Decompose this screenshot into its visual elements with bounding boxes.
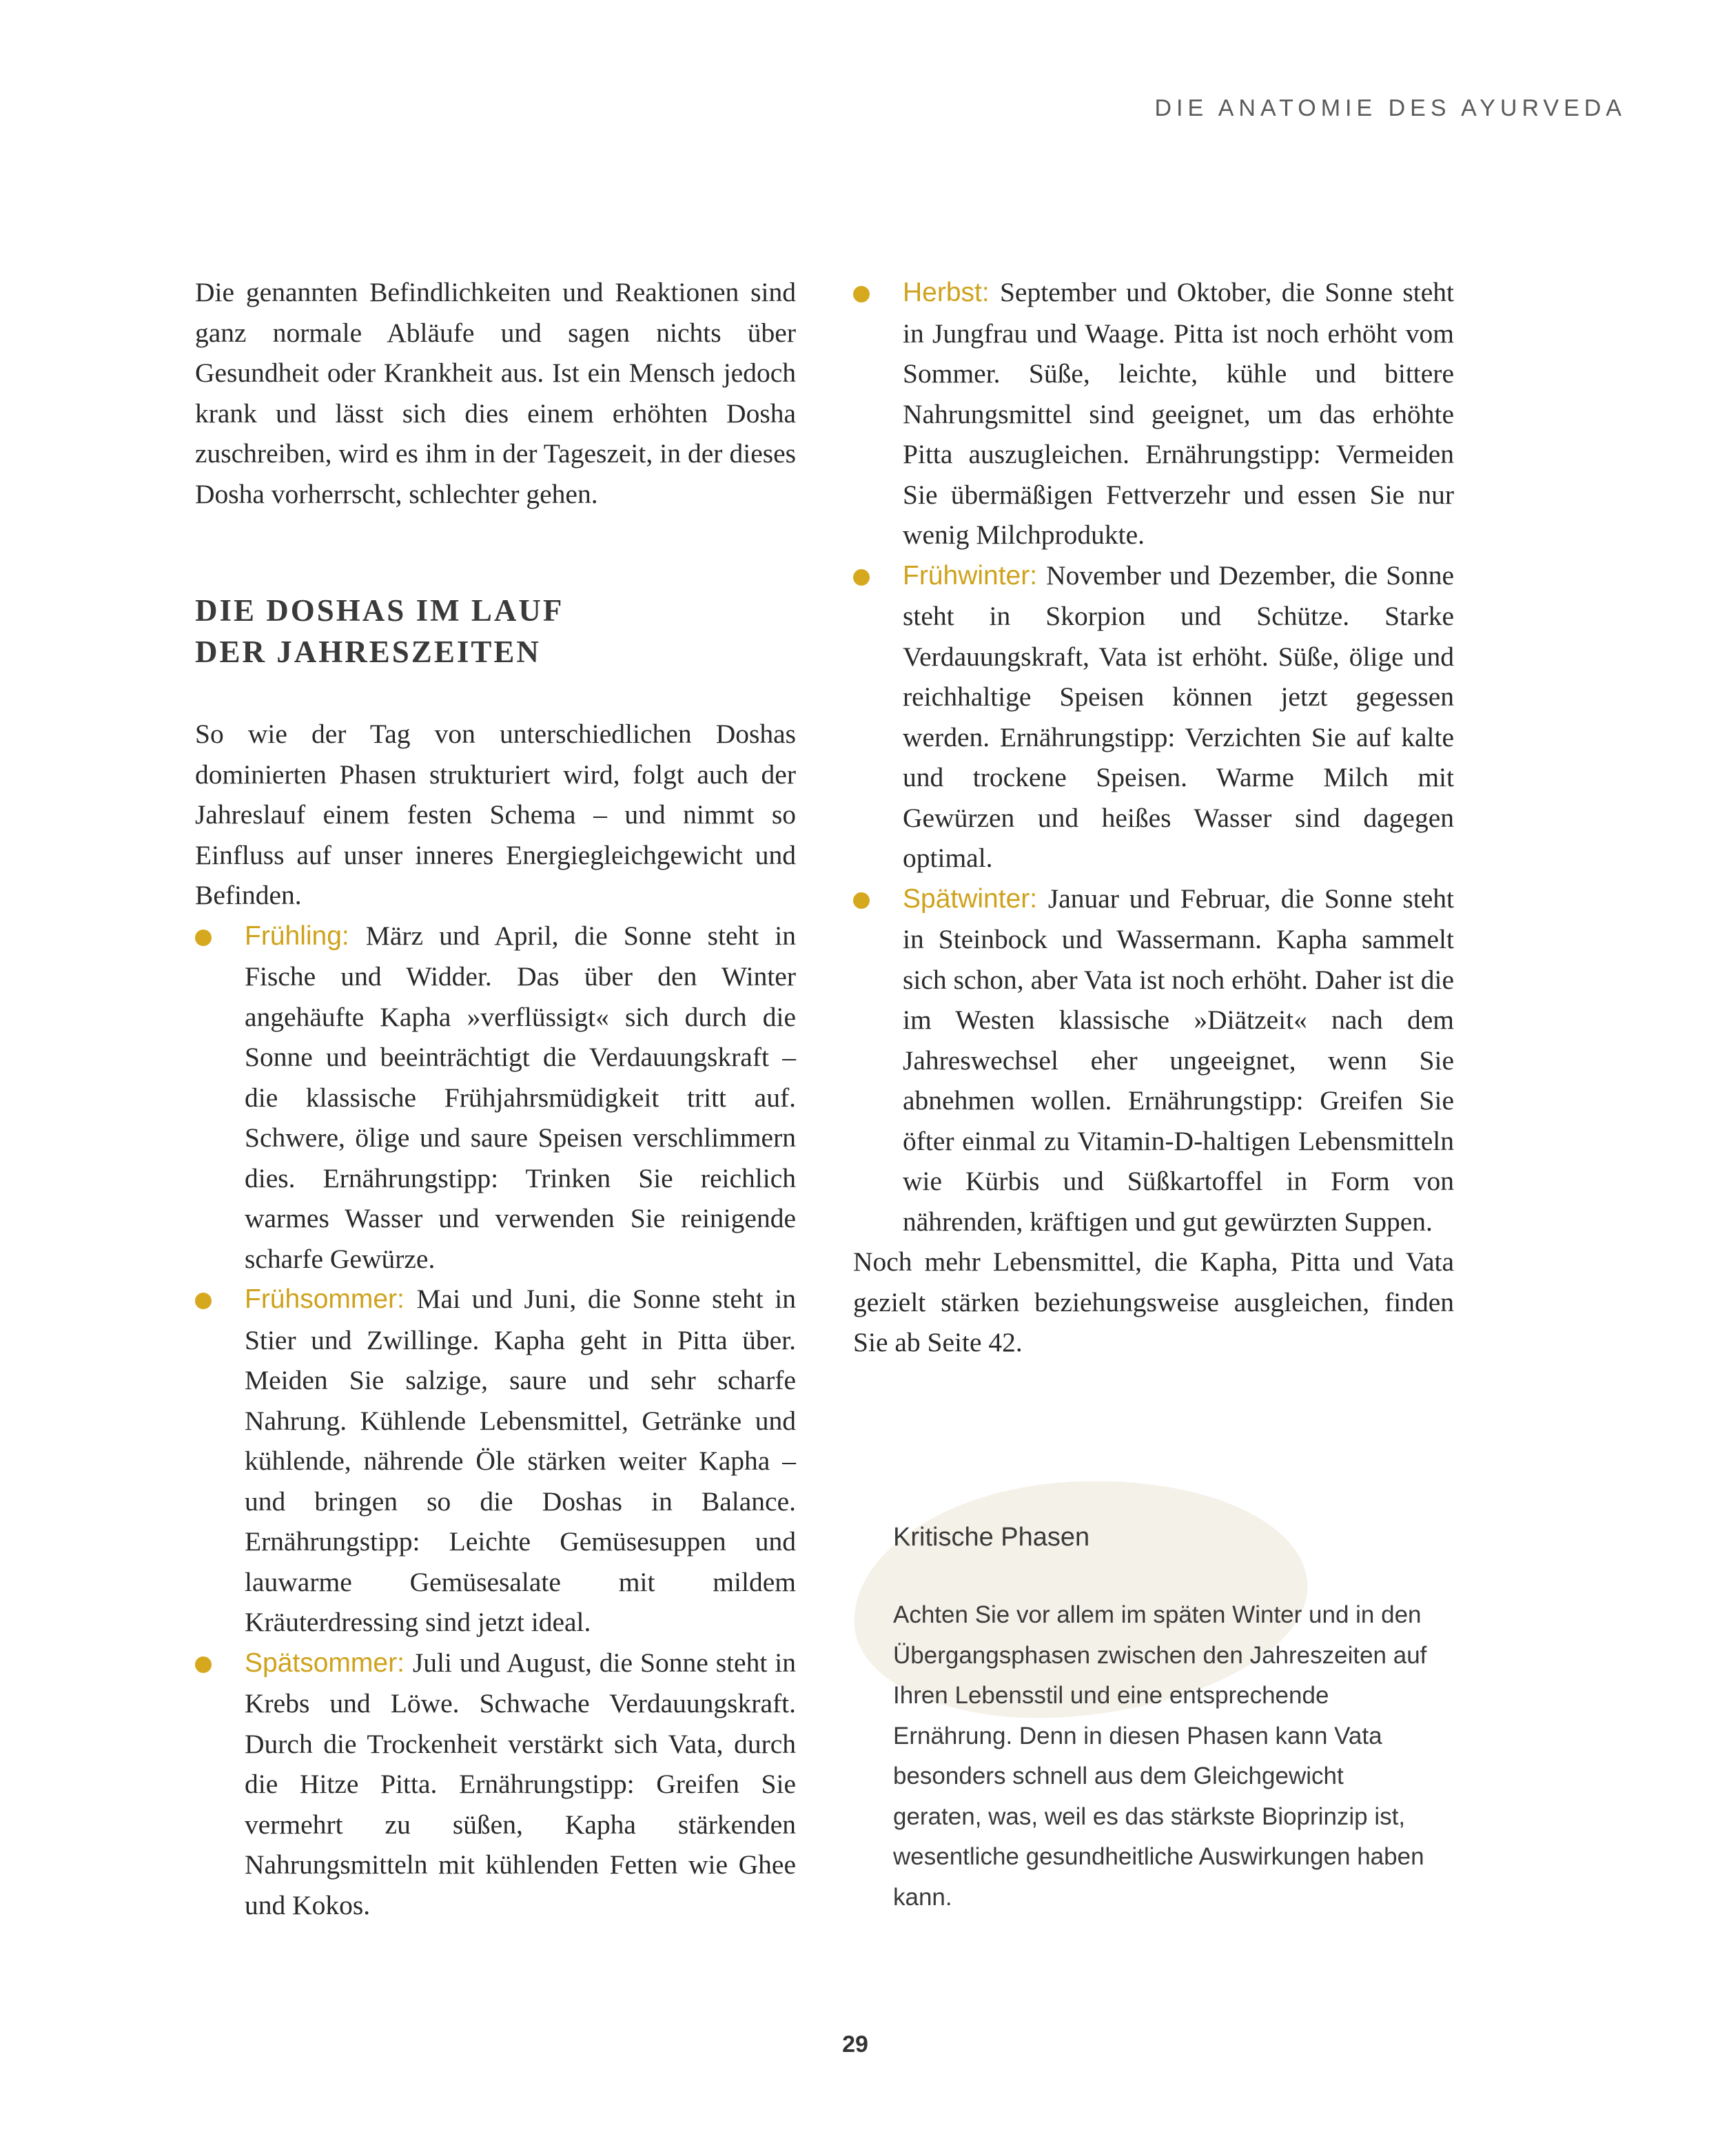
season-label: Frühsommer: [245, 1284, 417, 1314]
section-heading-line-1: DIE DOSHAS IM LAUF [195, 593, 564, 628]
bullet-icon [853, 892, 870, 909]
list-item [853, 555, 1454, 879]
list-item [195, 1279, 796, 1643]
info-box-title: Kritische Phasen [893, 1523, 1090, 1552]
seasons-intro-paragraph: So wie der Tag von unterschiedlichen Doshas dominierten Phasen strukturiert wird, folgt auch der Jahreslauf einem festen Schema – und nimmt so Einfluss auf unser inneres Energiegleichgewicht und Befinden. [195, 719, 796, 910]
right-column [853, 272, 1454, 1363]
season-label: Spätwinter: [903, 883, 1048, 914]
season-label: Frühling: [245, 921, 366, 951]
running-head: DIE ANATOMIE DES AYURVEDA [1154, 95, 1626, 121]
info-box-content [853, 1481, 1437, 1918]
season-text: Juli und August, die Sonne steht in Krebs und Löwe. Schwache Verdauungskraft. Durch die Trockenheit verstärkt sich Vata, durch die Hitze Pitta. Ernährungstipp: Greifen Sie vermehrt zu süßen, Kapha stärkenden Nahrungsmitteln mit kühlenden Fetten wie Ghee und Kokos. [245, 1647, 796, 1920]
season-list-left [195, 916, 796, 1926]
bullet-icon [853, 569, 870, 586]
bullet-icon [195, 1656, 212, 1673]
intro-paragraph: Die genannten Befindlichkeiten und Reaktionen sind ganz normale Abläufe und sagen nichts über Gesundheit oder Krankheit aus. Ist ein Mensch jedoch krank und lässt sich dies einem erhöhten Dosha zuschreiben, wird es ihm in der Tageszeit, in der dieses Dosha vorherrscht, schlechter gehen. [195, 277, 796, 509]
list-item [853, 272, 1454, 555]
page-number: 29 [842, 2031, 868, 2057]
list-item [195, 1643, 796, 1926]
bullet-icon [853, 286, 870, 302]
list-item [853, 879, 1454, 1242]
left-column [195, 272, 796, 1925]
section-heading-line-2: DER JAHRESZEITEN [195, 635, 541, 669]
season-list-right [853, 272, 1454, 1242]
season-text: November und Dezember, die Sonne steht in Skorpion und Schütze. Starke Verdauungskraft, Vata ist erhöht. Süße, ölige und reichhaltige Speisen können jetzt gegessen werden. Ernährungstipp: Verzichten Sie auf kalte und trockene Speisen. Warme Milch mit Gewürzen und heißes Wasser sind dagegen optimal. [903, 559, 1454, 873]
outro-paragraph: Noch mehr Lebensmittel, die Kapha, Pitta und Vata gezielt stärken beziehungsweise ausgleichen, finden Sie ab Seite 42. [853, 1246, 1454, 1357]
bullet-icon [195, 1293, 212, 1309]
season-label: Herbst: [903, 278, 1000, 307]
info-box [853, 1481, 1473, 1950]
season-label: Frühwinter: [903, 560, 1047, 591]
bullet-icon [195, 930, 212, 946]
season-text: September und Oktober, die Sonne steht in Jungfrau und Waage. Pitta ist noch erhöht vom Sommer. Süße, leichte, kühle und bittere Nahrungsmittel sind geeignet, um das erhöhte Pitta auszugleichen. Ernährungstipp: Vermeiden Sie übermäßigen Fettverzehr und essen Sie nur wenig Milchprodukte. [903, 277, 1454, 550]
season-text: Mai und Juni, die Sonne steht in Stier und Zwillinge. Kapha geht in Pitta über. Meiden Sie salzige, saure und sehr scharfe Nahrung. Kühlende Lebensmittel, Getränke und kühlende, nährende Öle stärken weiter Kapha – und bringen so die Doshas in Balance. Ernährungstipp: Leichte Gemüsesuppen und lauwarme Gemüsesalate mit mildem Kräuterdressing sind jetzt ideal. [245, 1284, 796, 1637]
season-text: März und April, die Sonne steht in Fische und Widder. Das über den Winter angehäufte Kapha »verflüssigt« sich durch die Sonne und beeinträchtigt die Verdauungskraft – die klassische Frühjahrsmüdigkeit tritt auf. Schwere, ölige und saure Speisen verschlimmern dies. Ernährungstipp: Trinken Sie reichlich warmes Wasser und verwenden Sie reinigende scharfe Gewürze. [245, 920, 797, 1274]
info-box-text: Achten Sie vor allem im späten Winter und in den Übergangsphasen zwischen den Jahreszeiten auf Ihren Lebensstil und eine entsprechende Ernährung. Denn in diesen Phasen kann Vata besonders schnell aus dem Gleichgewicht geraten, was, weil es das stärkste Bioprinzip ist, wesentliche gesundheitliche Auswirkungen haben kann. [893, 1601, 1427, 1911]
season-text: Januar und Februar, die Sonne steht in Steinbock und Wassermann. Kapha sammelt sich schon, aber Vata ist noch erhöht. Daher ist die im Westen klassische »Diätzeit« nach dem Jahreswechsel eher ungeeignet, wenn Sie abnehmen wollen. Ernährungstipp: Greifen Sie öfter einmal zu Vitamin-D-haltigen Lebensmitteln wie Kürbis und Süßkartoffel in Form von nährenden, kräftigen und gut gewürzten Suppen. [903, 883, 1454, 1237]
section-heading [195, 590, 796, 673]
list-item [195, 916, 796, 1280]
season-label: Spätsommer: [245, 1647, 413, 1678]
